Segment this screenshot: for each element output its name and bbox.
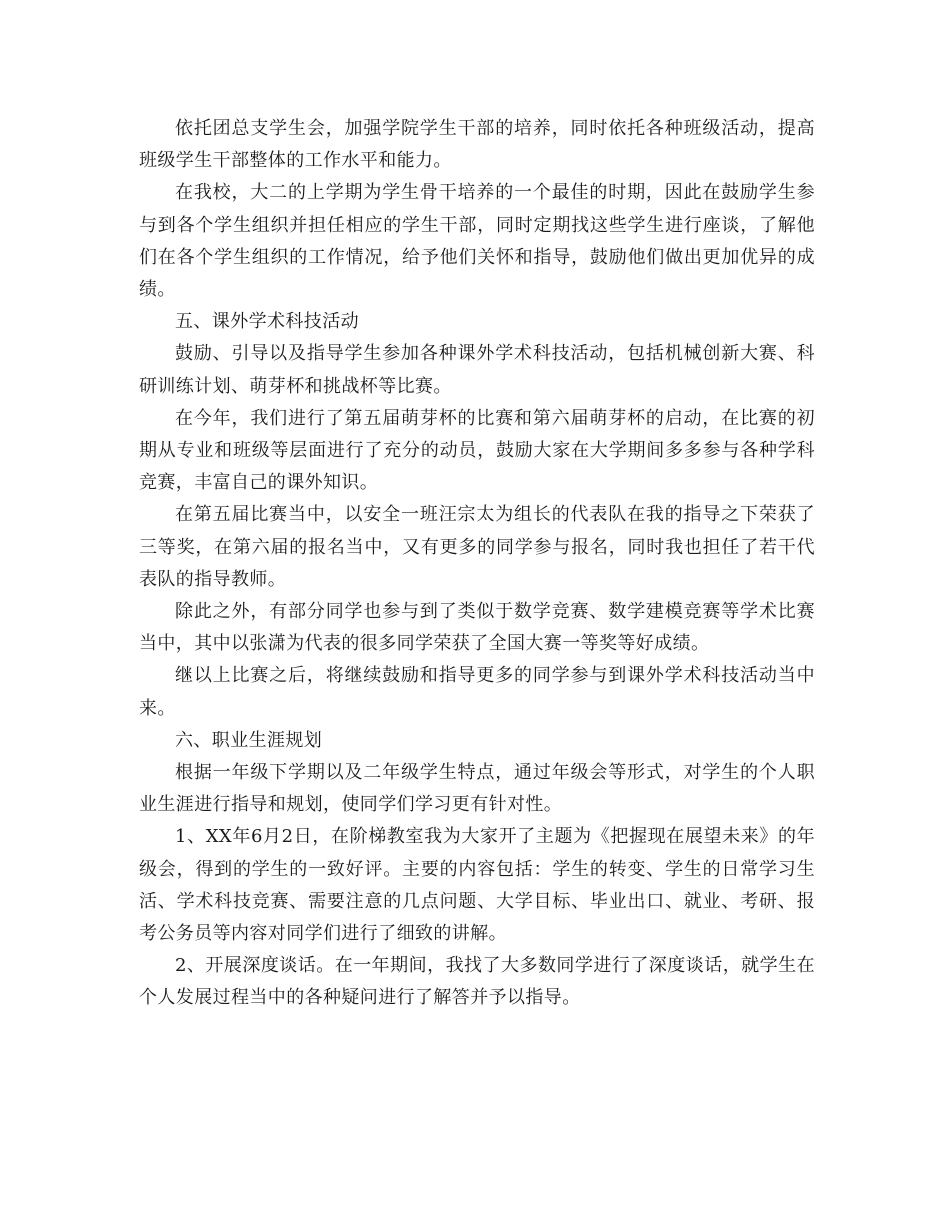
paragraph-other-competitions: 除此之外，有部分同学也参与到了类似于数学竞赛、数学建模竞赛等学术比赛当中，其中以张潇为代表的很多同学荣获了全国大赛一等奖等好成绩。 <box>139 601 815 655</box>
paragraph-deep-talks: 2、开展深度谈话。在一年期间，我找了大多数同学进行了深度谈话，就学生在个人发展过程当中的各种疑问进行了解答并予以指导。 <box>139 955 815 1009</box>
paragraph-grade-meeting: 1、XX年6月2日，在阶梯教室我为大家开了主题为《把握现在展望未来》的年级会，得到的学生的一致好评。主要的内容包括：学生的转变、学生的日常学习生活、学术科技竞赛、需要注意的几点问题、大学目标、毕业出口、就业、考研、报考公务员等内容对同学们进行了细致的讲解。 <box>139 826 815 945</box>
paragraph-career-guidance: 根据一年级下学期以及二年级学生特点，通过年级会等形式，对学生的个人职业生涯进行指导和规划，使同学们学习更有针对性。 <box>139 762 815 816</box>
document-body <box>139 113 815 1015</box>
paragraph-encourage-competitions: 鼓励、引导以及指导学生参加各种课外学术科技活动，包括机械创新大赛、科研训练计划、萌芽杯和挑战杯等比赛。 <box>139 343 815 397</box>
paragraph-sophomore-training: 在我校，大二的上学期为学生骨干培养的一个最佳的时期，因此在鼓励学生参与到各个学生组织并担任相应的学生干部，同时定期找这些学生进行座谈，了解他们在各个学生组织的工作情况，给予他们关怀和指导，鼓励他们做出更加优异的成绩。 <box>139 182 815 301</box>
section-heading-academic-activities: 五、课外学术科技活动 <box>175 311 359 333</box>
section-heading-career-planning: 六、职业生涯规划 <box>175 729 323 751</box>
paragraph-student-union: 依托团总支学生会，加强学院学生干部的培养，同时依托各种班级活动，提高班级学生干部整体的工作水平和能力。 <box>139 118 815 172</box>
paragraph-fifth-competition: 在第五届比赛当中，以安全一班汪宗太为组长的代表队在我的指导之下荣获了三等奖，在第六届的报名当中，又有更多的同学参与报名，同时我也担任了若干代表队的指导教师。 <box>139 504 815 590</box>
paragraph-continue-encouraging: 继以上比赛之后，将继续鼓励和指导更多的同学参与到课外学术科技活动当中来。 <box>139 665 815 719</box>
paragraph-mengya-cup: 在今年，我们进行了第五届萌芽杯的比赛和第六届萌芽杯的启动，在比赛的初期从专业和班级等层面进行了充分的动员，鼓励大家在大学期间多多参与各种学科竞赛，丰富自己的课外知识。 <box>139 407 815 494</box>
